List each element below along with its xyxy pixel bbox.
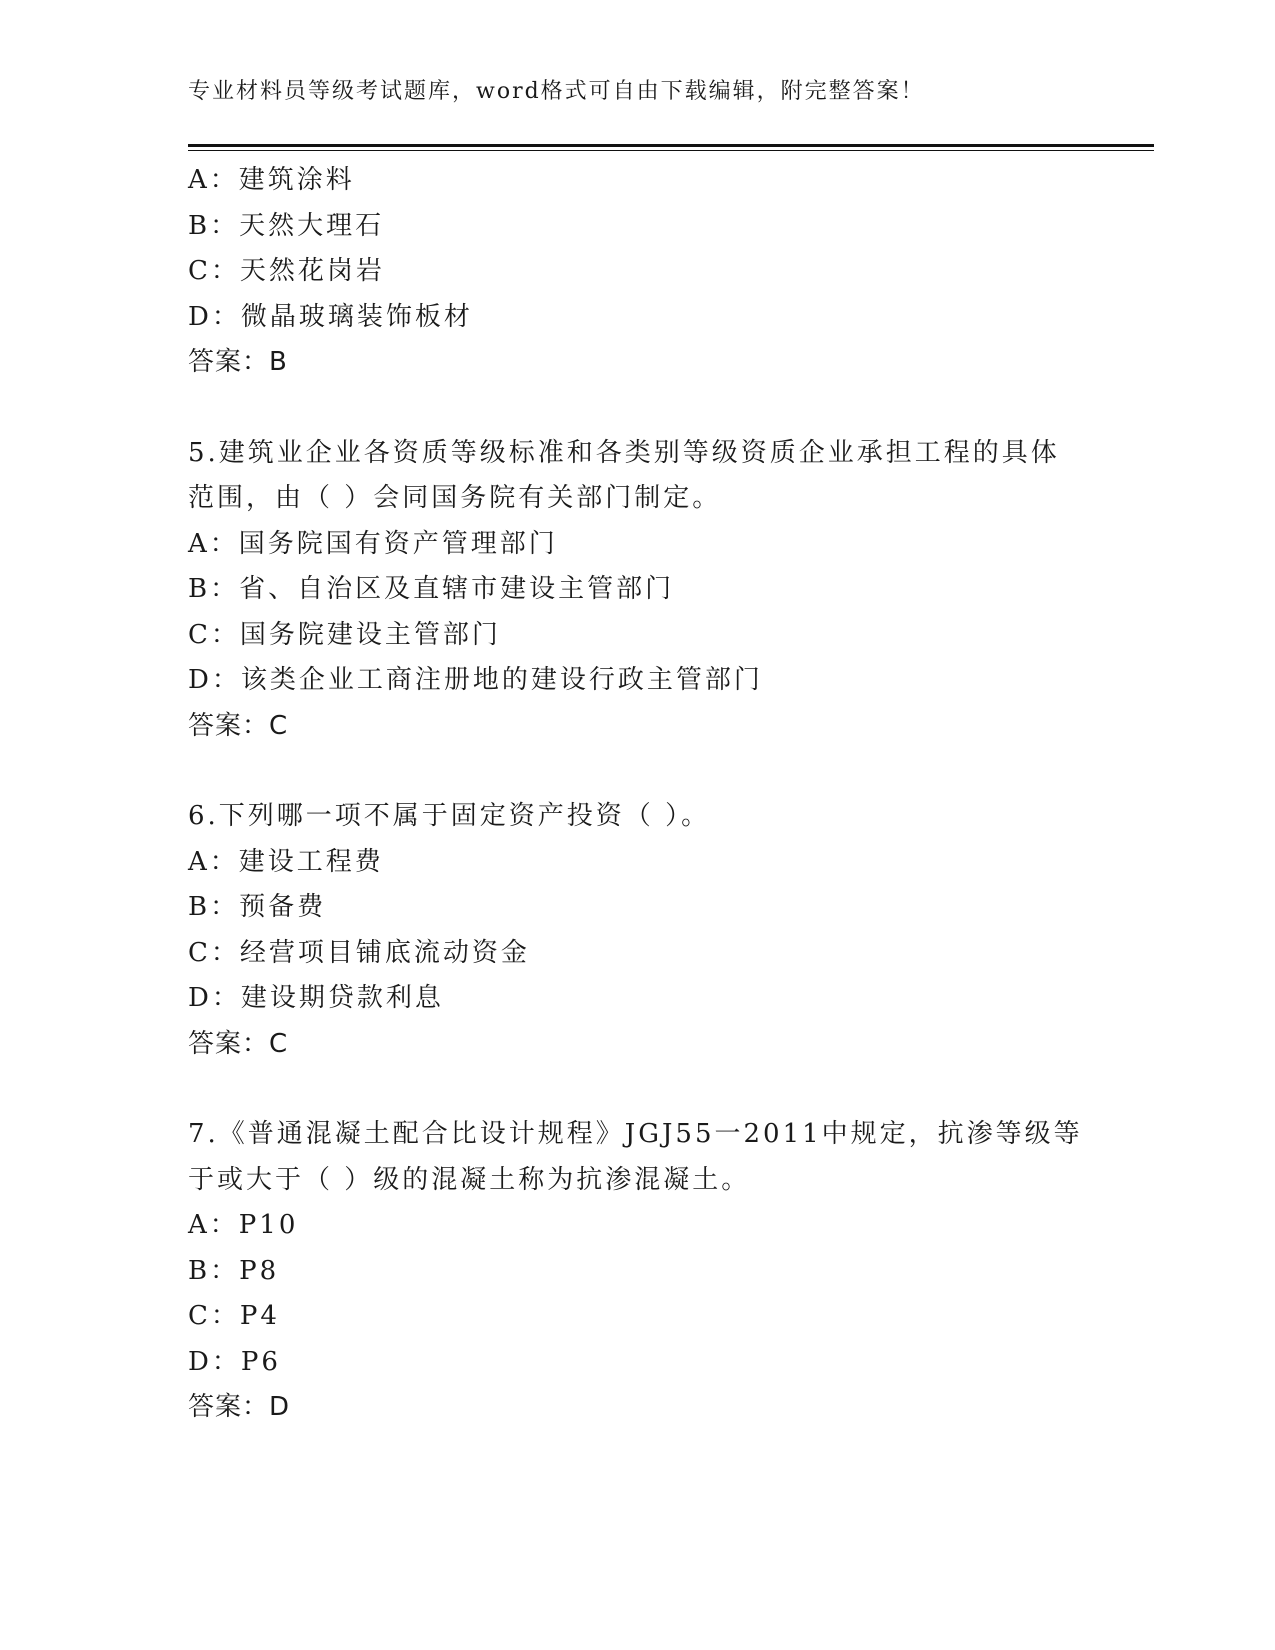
spacer (188, 1067, 1088, 1112)
question-6 (188, 794, 1088, 1067)
option-b: B：P8 (188, 1255, 280, 1286)
question-list (188, 158, 1088, 1431)
option-d: D：建设期贷款利息 (188, 983, 444, 1013)
option-a: A：建筑涂料 (188, 165, 355, 195)
option-c: C：国务院建设主管部门 (188, 619, 501, 650)
question-stem-line: 5.建筑业企业各资质等级标准和各类别等级资质企业承担工程的具体 (188, 437, 1060, 468)
option-c: C：天然花岗岩 (188, 256, 385, 286)
question-stem-line: 7.《普通混凝土配合比设计规程》JGJ55一2011中规定，抗渗等级等 (188, 1119, 1083, 1149)
answer-line: 答案：D (188, 1392, 291, 1422)
question-7 (188, 1112, 1088, 1431)
option-b: B：天然大理石 (188, 210, 385, 241)
answer-line: 答案：B (188, 347, 288, 377)
page-header: 专业材料员等级考试题库，word格式可自由下载编辑，附完整答案！ (188, 79, 925, 104)
header-rule-thick (188, 144, 1154, 147)
spacer (188, 749, 1088, 794)
option-d: D：P6 (188, 1346, 281, 1377)
question-stem-line: 6.下列哪一项不属于固定资产投资（ ）。 (188, 801, 711, 831)
question-stem-line: 于或大于（ ）级的混凝土称为抗渗混凝土。 (188, 1164, 751, 1195)
answer-line: 答案：C (188, 1028, 289, 1059)
option-a: A：国务院国有资产管理部门 (188, 528, 558, 559)
option-c: C：经营项目铺底流动资金 (188, 937, 530, 968)
question-stem-line: 范围，由（ ）会同国务院有关部门制定。 (188, 483, 722, 513)
option-b: B：预备费 (188, 892, 327, 922)
option-a: A：建设工程费 (188, 846, 384, 877)
answer-line: 答案：C (188, 710, 289, 741)
option-c: C：P4 (188, 1301, 280, 1331)
option-d: D：微晶玻璃装饰板材 (188, 301, 473, 332)
option-d: D：该类企业工商注册地的建设行政主管部门 (188, 665, 763, 695)
question-4 (188, 158, 1088, 386)
spacer (188, 386, 1088, 431)
question-5 (188, 431, 1088, 750)
header-rule-thin (188, 150, 1154, 151)
option-b: B：省、自治区及直辖市建设主管部门 (188, 574, 675, 604)
option-a: A：P10 (188, 1210, 299, 1240)
